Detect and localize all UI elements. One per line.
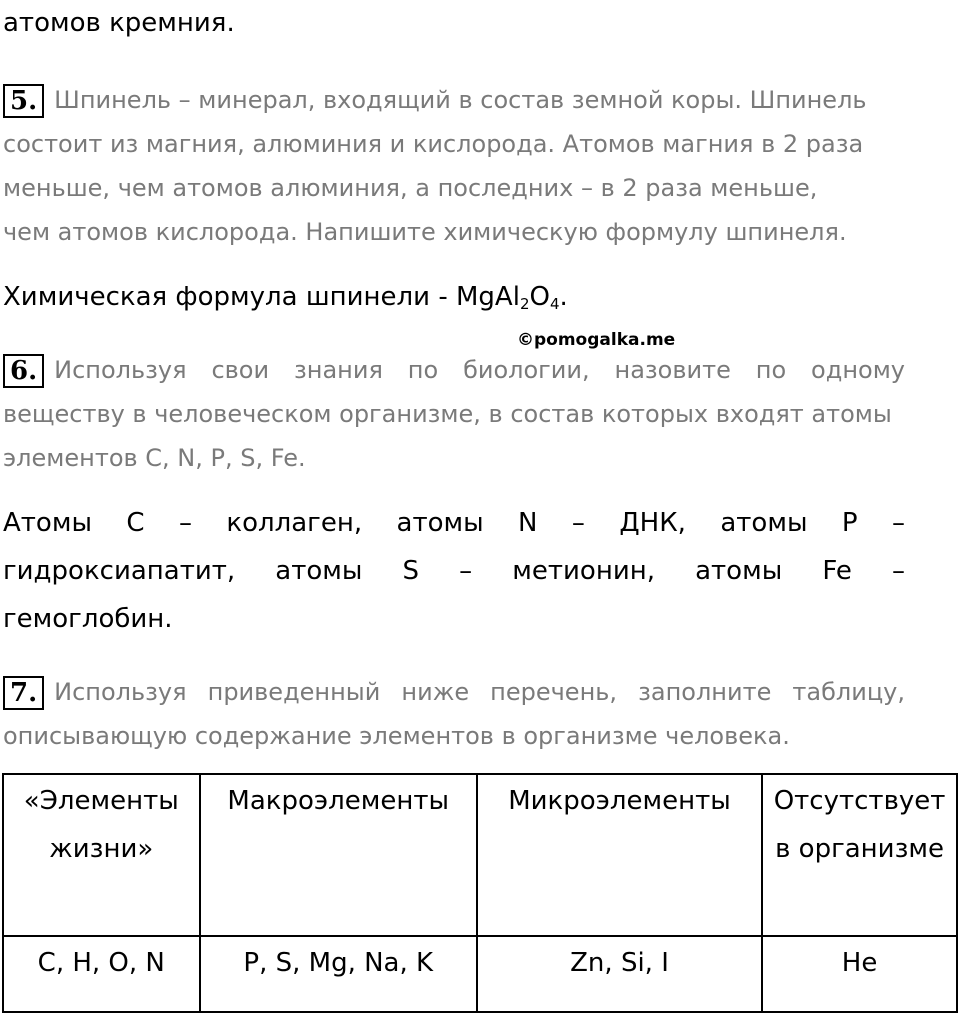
task-5-line-1 (3, 84, 867, 118)
task-5-line-3: меньше, чем атомов алюминия, а последних – в 2 раза меньше, (3, 174, 818, 202)
task-7-text-1: Используя приведенный ниже перечень, заполните таблицу, (54, 678, 905, 706)
watermark: ©pomogalka.me (517, 330, 676, 350)
task-5-answer (3, 282, 568, 312)
task-6-line-1 (3, 354, 905, 388)
task-6-answer-line-2: гидроксиапатит, атомы S – метионин, атомы Fe – (3, 556, 905, 586)
answer-period: . (559, 282, 568, 312)
cell-life-elements: C, H, O, N (3, 936, 200, 1012)
answer-formula-oxygen: O (529, 282, 550, 312)
task-6-answer-line-1: Атомы С – коллаген, атомы N – ДНК, атомы P – (3, 508, 905, 538)
task-5-line-4: чем атомов кислорода. Напишите химическую формулу шпинеля. (3, 218, 847, 246)
header-microelements: Микроэлементы (477, 774, 762, 936)
header-macroelements: Макроэлементы (200, 774, 477, 936)
task-5-line-2: состоит из магния, алюминия и кислорода. Атомов магния в 2 раза (3, 130, 864, 158)
task-6-number: 6. (3, 354, 44, 388)
cell-microelements: Zn, Si, I (477, 936, 762, 1012)
subscript-4: 4 (549, 295, 560, 313)
task-6-line-3: элементов С, N, P, S, Fe. (3, 444, 306, 472)
task-5-number: 5. (3, 84, 44, 118)
cell-absent: He (762, 936, 957, 1012)
continuation-text: атомов кремния. (3, 8, 235, 38)
header-life-elements: «Элементы жизни» (3, 774, 200, 936)
header-absent: Отсутствует в организме (762, 774, 957, 936)
task-7-number: 7. (3, 676, 44, 710)
task-7-line-1 (3, 676, 905, 710)
subscript-2: 2 (519, 295, 530, 313)
task-6-text-1: Используя свои знания по биологии, назовите по одному (54, 356, 905, 384)
task-5-text-1: Шпинель – минерал, входящий в состав земной коры. Шпинель (54, 86, 867, 114)
cell-macroelements: P, S, Mg, Na, K (200, 936, 477, 1012)
elements-table (2, 773, 958, 1013)
table-header-row (3, 774, 957, 936)
answer-formula-part: Химическая формула шпинели - MgAl (3, 282, 520, 312)
task-6-answer-line-3: гемоглобин. (3, 604, 173, 634)
table-row (3, 936, 957, 1012)
task-6-line-2: веществу в человеческом организме, в состав которых входят атомы (3, 400, 892, 428)
task-7-line-2: описывающую содержание элементов в организме человека. (3, 722, 790, 750)
